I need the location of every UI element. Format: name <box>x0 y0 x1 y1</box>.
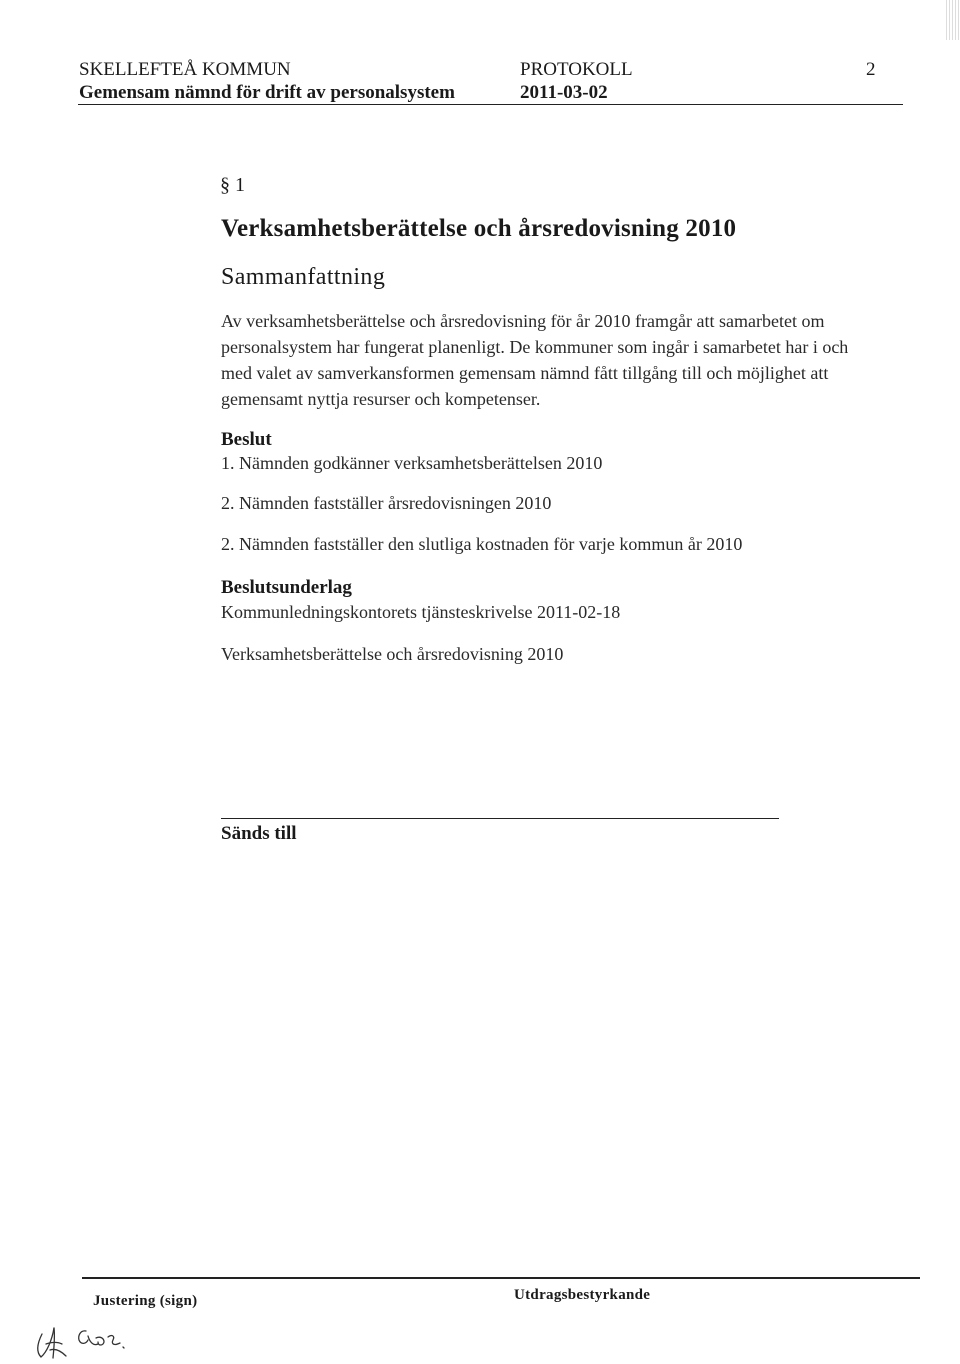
basis-item: Kommunledningskontorets tjänsteskrivelse 2011-02-18 <box>221 602 621 622</box>
section-title: Verksamhetsberättelse och årsredovisning 2010 <box>221 215 737 242</box>
document-date: 2011-03-02 <box>520 82 608 103</box>
paragraph-number: § 1 <box>220 174 245 196</box>
utdrag-label: Utdragsbestyrkande <box>514 1287 651 1303</box>
decision-heading: Beslut <box>221 429 272 450</box>
footer-rule <box>82 1277 920 1279</box>
organization-name: SKELLEFTEÅ KOMMUN <box>79 59 291 80</box>
committee-name: Gemensam nämnd för drift av personalsystem <box>79 82 455 103</box>
send-to-rule <box>221 818 779 819</box>
scan-edge-artifact <box>946 0 960 40</box>
decision-item: 2. Nämnden fastställer årsredovisningen 2010 <box>221 493 552 513</box>
justering-label: Justering (sign) <box>93 1293 198 1309</box>
send-to-heading: Sänds till <box>221 823 297 844</box>
basis-heading: Beslutsunderlag <box>221 577 352 598</box>
summary-line: personalsystem har fungerat planenligt. De kommuner som ingår i samarbetet har i och <box>221 337 849 357</box>
summary-line: Av verksamhetsberättelse och årsredovisning för år 2010 framgår att samarbetet om <box>221 311 825 331</box>
document-type: PROTOKOLL <box>520 59 633 80</box>
decision-item: 2. Nämnden fastställer den slutliga kostnaden för varje kommun år 2010 <box>221 534 743 554</box>
summary-heading: Sammanfattning <box>221 264 386 290</box>
summary-line: med valet av samverkansformen gemensam nämnd fått tillgång till och möjlighet att <box>221 363 829 383</box>
handwritten-signature <box>28 1300 138 1362</box>
basis-item: Verksamhetsberättelse och årsredovisning 2010 <box>221 644 564 664</box>
header-rule <box>78 104 903 105</box>
decision-item: 1. Nämnden godkänner verksamhetsberättelsen 2010 <box>221 453 603 473</box>
page-number: 2 <box>866 59 876 80</box>
summary-line: gemensamt nyttja resurser och kompetenser. <box>221 389 541 409</box>
